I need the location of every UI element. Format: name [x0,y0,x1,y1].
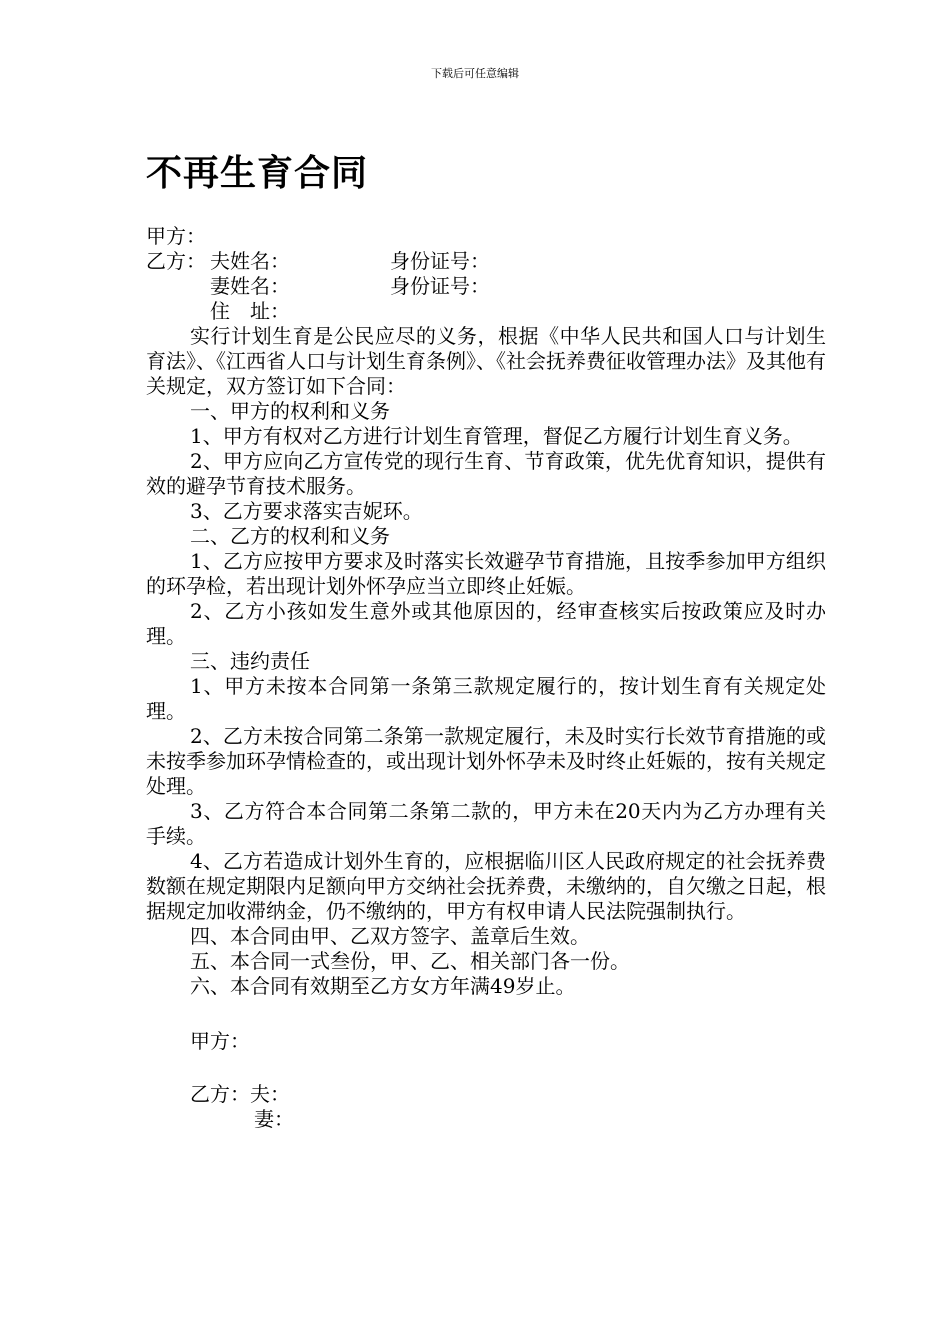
signature-party-a: 甲方： [190,1029,250,1053]
section3-item: 2、乙方未按合同第二条第一款规定履行，未及时实行长效节育措施的或未按季参加环孕情检查的，或出现计划外怀孕未及时终止妊娠的，按有关规定处理。 [146,724,826,798]
section1-heading: 一、甲方的权利和义务 [190,399,390,423]
header-note: 下载后可任意编辑 [431,67,519,80]
party-b-husband-line [146,249,826,274]
address-line [146,299,826,324]
party-b-label: 乙方： [146,249,206,273]
wife-id-label: 身份证号： [390,274,490,298]
signature-wife: 妻： [254,1107,294,1131]
section1-item: 2、甲方应向乙方宣传党的现行生育、节育政策，优先优育知识，提供有效的避孕节育技术服务。 [146,449,826,498]
husband-name-label: 夫姓名： [210,249,290,273]
contract-body [146,224,826,1132]
clause-six: 六、本合同有效期至乙方女方年满49岁止。 [190,974,576,998]
section2-heading: 二、乙方的权利和义务 [190,524,390,548]
party-b-wife-line [146,274,826,299]
party-a-label: 甲方： [146,224,206,248]
party-a-line [146,224,826,249]
section2-item: 2、乙方小孩如发生意外或其他原因的，经审查核实后按政策应及时办理。 [146,599,826,648]
address-label: 住 址： [210,299,290,323]
section1-item: 1、甲方有权对乙方进行计划生育管理，督促乙方履行计划生育义务。 [190,424,803,448]
intro-paragraph: 实行计划生育是公民应尽的义务，根据《中华人民共和国人口与计划生育法》、《江西省人口与计划生育条例》、《社会抚养费征收管理办法》及其他有关规定，双方签订如下合同： [146,324,826,398]
signature-wife-line [146,1107,826,1132]
husband-id-label: 身份证号： [390,249,490,273]
section2-item: 1、乙方应按甲方要求及时落实长效避孕节育措施，且按季参加甲方组织的环孕检，若出现计划外怀孕应当立即终止妊娠。 [146,549,826,598]
wife-name-label: 妻姓名： [210,274,290,298]
clause-five: 五、本合同一式叁份，甲、乙、相关部门各一份。 [190,949,630,973]
section3-heading: 三、违约责任 [190,649,310,673]
document-title: 不再生育合同 [146,153,369,194]
section3-item: 1、甲方未按本合同第一条第三款规定履行的，按计划生育有关规定处理。 [146,674,826,723]
section3-item: 3、乙方符合本合同第二条第二款的，甲方未在20天内为乙方办理有关手续。 [146,799,826,848]
section1-item: 3、乙方要求落实吉妮环。 [190,499,423,523]
signature-party-b-husband: 乙方：夫： [190,1082,290,1106]
section3-item: 4、乙方若造成计划外生育的，应根据临川区人民政府规定的社会抚养费数额在规定期限内足额向甲方交纳社会抚养费，未缴纳的，自欠缴之日起，根据规定加收滞纳金，仍不缴纳的，甲方有权申请人民法院强制执行。 [146,849,826,923]
clause-four: 四、本合同由甲、乙双方签字、盖章后生效。 [190,924,590,948]
